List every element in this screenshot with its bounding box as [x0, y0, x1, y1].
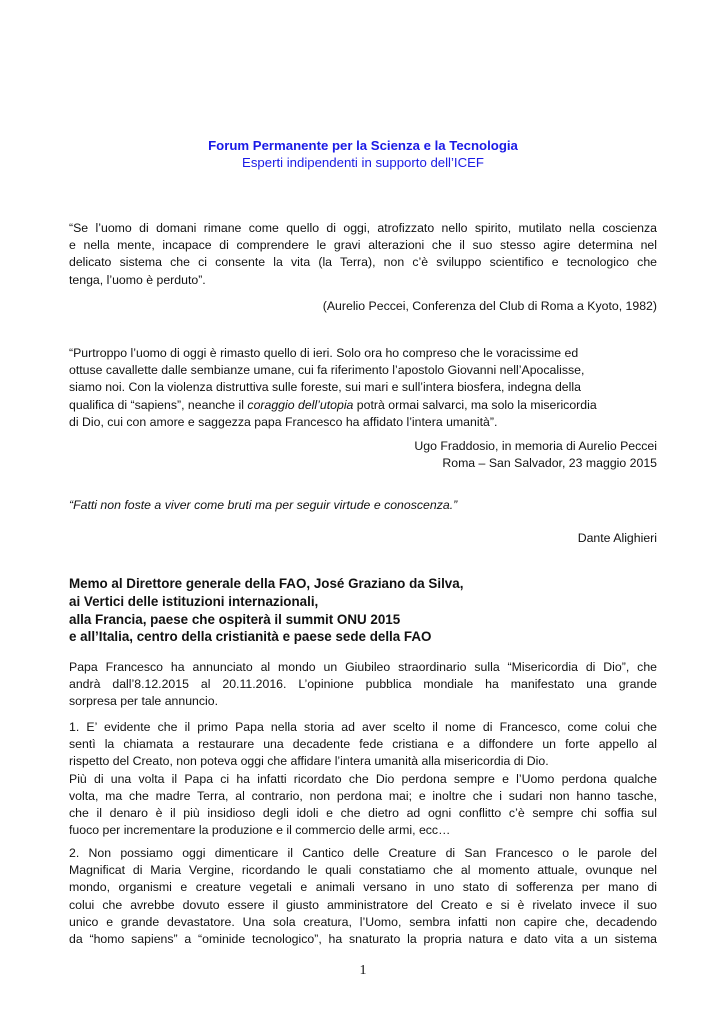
- intro-paragraph: [69, 659, 657, 711]
- paragraph-line: andrà dall’8.12.2015 al 20.11.2016. L’opinione pubblica mondiale ha manifestato una grande: [69, 677, 657, 692]
- paragraph-line: da “homo sapiens” a “ominide tecnologico”, ha snaturato la propria natura e dato vita a un sistema: [69, 932, 657, 947]
- quote-line: tenga, l’uomo è perduto”.: [69, 272, 206, 287]
- quote-italic-text: coraggio dell’utopia: [247, 397, 354, 412]
- paragraph-line: Papa Francesco ha annunciato al mondo un Giubileo straordinario sulla “Misericordia di Dio”, che: [69, 660, 657, 674]
- quote-line: e nella mente, incapace di comprendere le gravi alterazioni che il suo stesso agire determina nel: [69, 238, 657, 253]
- fraddosio-attribution: [69, 438, 657, 472]
- peccei-attribution: (Aurelio Peccei, Conferenza del Club di Roma a Kyoto, 1982): [322, 299, 657, 313]
- attribution-line: Ugo Fraddosio, in memoria di Aurelio Peccei: [414, 439, 657, 453]
- dante-quote: “Fatti non foste a viver come bruti ma per seguir virtude e conoscenza.”: [69, 498, 458, 512]
- attribution-line: Roma – San Salvador, 23 maggio 2015: [442, 456, 657, 471]
- paragraph-line: che il denaro è il più insidioso degli idoli e che dietro ad ogni conflitto c’è sempre chi soffia sul: [69, 806, 657, 821]
- paragraph-line: Magnificat di Maria Vergine, ricordando le quali constatiamo che al momento attuale, ovunque nel: [69, 863, 657, 878]
- fraddosio-quote: [69, 345, 657, 431]
- quote-line: delicato sistema che ci consente la vita (la Terra), non c’è sviluppo scientifico e tecnologico che: [69, 255, 657, 270]
- peccei-quote: [69, 220, 657, 289]
- document-header: [69, 137, 657, 171]
- paragraph-line: rispetto del Creato, non poteva oggi che affidare l’intera umanità alla misericordia di Dio.: [69, 754, 549, 769]
- paragraph-line: colui che avrebbe dovuto essere il giusto amministratore del Creato e si è rivelato invece il suo: [69, 897, 657, 912]
- quote-text: potrà ormai salvarci, ma solo la misericordia: [353, 397, 597, 412]
- quote-line: ottuse cavallette dalle sembianze umane, cui fa riferimento l’apostolo Giovanni nell’Apocalisse,: [69, 363, 585, 378]
- memo-line: e all’Italia, centro della cristianità e paese sede della FAO: [69, 629, 432, 645]
- memo-line: ai Vertici delle istituzioni internazionali,: [69, 593, 319, 609]
- paragraph-line: fuoco per incrementare la produzione e il commercio delle armi, ecc…: [69, 823, 451, 838]
- memo-line: Memo al Direttore generale della FAO, José Graziano da Silva,: [69, 576, 464, 591]
- memo-line: alla Francia, paese che ospiterà il summit ONU 2015: [69, 611, 401, 627]
- quote-text: qualifica di “sapiens”, neanche il: [69, 397, 248, 412]
- quote-line: [69, 397, 657, 414]
- quote-line: siamo noi. Con la violenza distruttiva sulle foreste, sui mari e sull’intera biosfera, indegna della: [69, 380, 581, 395]
- paragraph-line: sentì la chiamata a restaurare una decadente fede cristiana e a diffondere un forte appello al: [69, 737, 657, 752]
- memo-heading: [69, 575, 657, 646]
- forum-title: Forum Permanente per la Scienza e la Tecnologia: [208, 138, 518, 153]
- paragraph-line: Più di una volta il Papa ci ha infatti ricordato che Dio perdona sempre e l’Uomo perdona qualche: [69, 771, 657, 786]
- forum-subtitle: Esperti indipendenti in supporto dell’ICEF: [242, 155, 484, 170]
- quote-line: di Dio, cui con amore e saggezza papa Francesco ha affidato l’intera umanità”.: [69, 414, 498, 429]
- paragraph-line: mondo, organismi e creature vegetali e animali versano in uno stato di sofferenza per mano di: [69, 880, 657, 895]
- point-1-paragraph: [69, 719, 657, 839]
- paragraph-line: 1. E’ evidente che il primo Papa nella storia ad aver scelto il nome di Francesco, come colui che: [69, 720, 657, 734]
- paragraph-line: sorpresa per tale annuncio.: [69, 694, 219, 709]
- quote-line: “Purtroppo l’uomo di oggi è rimasto quello di ieri. Solo ora ho compreso che le voracissime ed: [69, 346, 579, 360]
- point-2-paragraph: [69, 845, 657, 948]
- paragraph-line: volta, ma che madre Terra, al contrario, non perdona mai; e inoltre che i sudari non hanno tasche,: [69, 788, 657, 803]
- dante-attribution: Dante Alighieri: [577, 531, 657, 545]
- paragraph-line: unico e grande devastatore. Una sola creatura, l’Uomo, sembra infatti non capire che, decadendo: [69, 914, 657, 929]
- quote-line: “Se l’uomo di domani rimane come quello di oggi, atrofizzato nello spirito, mutilato nella coscienza: [69, 221, 657, 235]
- paragraph-line: 2. Non possiamo oggi dimenticare il Cantico delle Creature di San Francesco o le parole del: [69, 846, 657, 860]
- page-number: 1: [359, 963, 367, 978]
